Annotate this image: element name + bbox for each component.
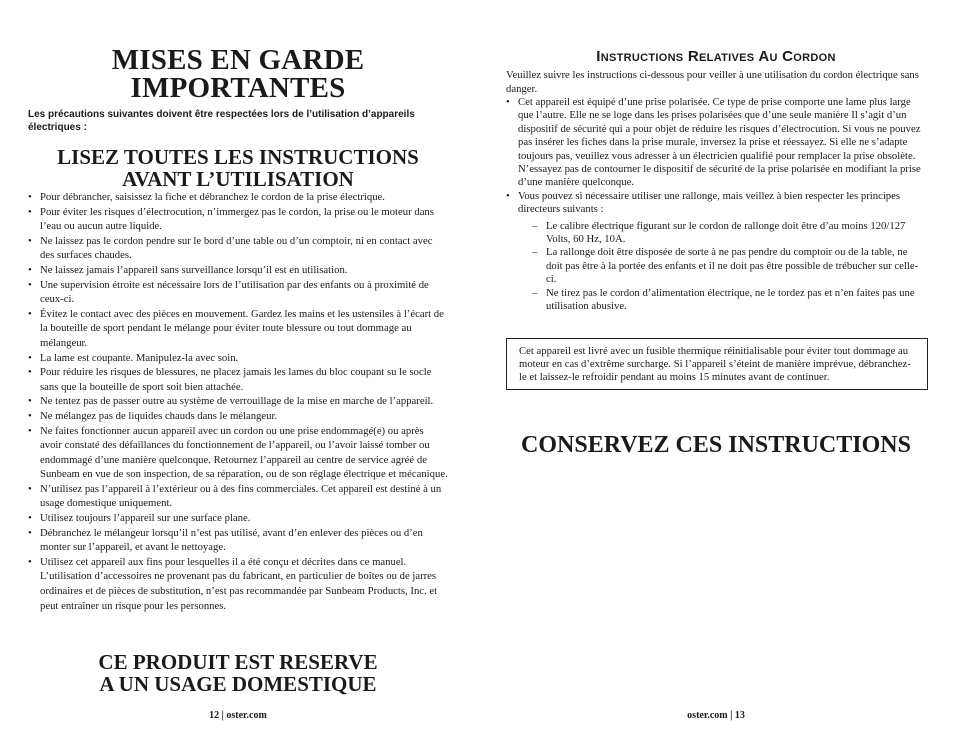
bullet-icon: • (28, 351, 32, 364)
read-heading-line-1: LISEZ TOUTES LES INSTRUCTIONS (57, 145, 419, 169)
extension-item (518, 246, 926, 286)
bullet-icon: • (28, 234, 32, 247)
bullet-icon: • (28, 307, 32, 320)
cord-intro: Veuillez suivre les instructions ci-dessous pour veiller à une utilisation du cordon électrique sans danger. (506, 69, 919, 95)
safety-item (28, 511, 448, 526)
safety-item (28, 526, 448, 555)
cord-item-text: Vous pouvez si nécessaire utiliser une rallonge, mais veillez à bien respecter les principes directeurs suivants : (518, 189, 901, 216)
bullet-icon: • (28, 366, 32, 379)
bullet-icon: • (28, 526, 32, 539)
dash-icon: – (532, 219, 538, 232)
dash-icon: – (532, 246, 538, 259)
safety-item-text: La lame est coupante. Manipulez-la avec soin. (40, 351, 239, 364)
extension-item-text: Le calibre électrique figurant sur le cordon de rallonge doit être d’au moins 120/127 Volts, 60 Hz, 10A. (546, 219, 906, 246)
safety-item-text: Ne faites fonctionner aucun appareil avec un cordon ou une prise endommagé(e) ou après avoir constaté des défaillances du fonctionnement de l’appareil, ou l’avoir laissé tomber ou endommagé d’une manière quelconque. Retournez l’appareil au centre de service agréé de Sunbeam en vue de son inspection, de sa réparation, ou de son réglage électrique et mécanique. (40, 424, 448, 481)
cord-item (506, 190, 926, 314)
extension-item-text: La rallonge doit être disposée de sorte à ne pas pendre du comptoir ou de la table, ne doit pas être à la portée des enfants et il ne doit pas être possible de trébucher sur celle-ci. (546, 246, 919, 286)
read-heading-line-2: AVANT L’UTILISATION (122, 167, 354, 191)
safety-item (28, 307, 448, 351)
safety-item (28, 351, 448, 366)
safety-item-text: Pour débrancher, saisissez la fiche et débranchez le cordon de la prise électrique. (40, 191, 385, 203)
bullet-icon: • (506, 189, 510, 202)
household-line-2: A UN USAGE DOMESTIQUE (99, 672, 377, 696)
read-instructions-heading (28, 146, 448, 190)
cord-item (506, 96, 926, 190)
keep-instructions-heading: CONSERVEZ CES INSTRUCTIONS (521, 432, 911, 458)
safety-item (28, 424, 448, 482)
safety-item (28, 394, 448, 409)
bullet-icon: • (28, 424, 32, 437)
bullet-icon: • (28, 555, 32, 568)
safety-item (28, 555, 448, 613)
safety-item (28, 278, 448, 307)
extension-guidelines (518, 220, 926, 314)
title-line-1: MISES EN GARDE (111, 44, 365, 76)
bullet-icon: • (28, 263, 32, 276)
safety-item-text: Ne tentez pas de passer outre au système de verrouillage de la mise en marche de l’appareil. (40, 395, 434, 408)
safety-item (28, 482, 448, 511)
safety-item-text: Évitez le contact avec des pièces en mouvement. Gardez les mains et les ustensiles à l’écart de la bouteille de sport pendant le mélange pour éviter toute blessure ou tout dommage au mélangeur. (40, 307, 444, 349)
extension-item (518, 220, 926, 247)
bullet-icon: • (28, 482, 32, 495)
safety-item-text: Débranchez le mélangeur lorsqu’il n’est pas utilisé, avant d’en enlever des pièces ou d’en monter sur l’appareil, et avant le nettoyage. (40, 526, 423, 554)
safety-item-text: Pour réduire les risques de blessures, ne placez jamais les lames du bloc coupant su le socle sans que la bouteille de sport soit bien attachée. (40, 366, 432, 393)
safety-item-text: Ne mélangez pas de liquides chauds dans le mélangeur. (40, 409, 278, 422)
safety-item-text: Une supervision étroite est nécessaire lors de l’utilisation par des enfants ou à proximité de ceux-ci. (40, 278, 429, 306)
safety-item (28, 263, 448, 278)
extension-item-text: Ne tirez pas le cordon d’alimentation électrique, ne le tordez pas et n’en faites pas une utilisation abusive. (546, 286, 915, 313)
title-line-2: IMPORTANTES (130, 72, 346, 104)
page-footer-right: oster.com | 13 (687, 710, 745, 721)
page-title (28, 46, 448, 102)
household-line-1: CE PRODUIT EST RESERVE (98, 650, 378, 674)
bullet-icon: • (28, 409, 32, 422)
dash-icon: – (532, 286, 538, 299)
safety-item-text: Utilisez toujours l’appareil sur une surface plane. (40, 512, 251, 525)
bullet-icon: • (28, 278, 32, 291)
cord-list (506, 96, 926, 314)
bullet-icon: • (506, 96, 510, 108)
safety-item-text: Ne laissez pas le cordon pendre sur le bord d’une table ou d’un comptoir, ni en contact avec des surfaces chaudes. (40, 234, 433, 262)
bullet-icon: • (28, 191, 32, 203)
thermal-fuse-note: Cet appareil est livré avec un fusible thermique réinitialisable pour éviter tout dommage au moteur en cas d’extrême surcharge. Si l’appareil s’éteint de manière imprévue, débranchez-le et laissez-le refroidir pendant au moins 15 minutes avant de continuer. (506, 338, 928, 390)
bullet-icon: • (28, 395, 32, 408)
cord-item-text: Cet appareil est équipé d’une prise polarisée. Ce type de prise comporte une lame plus large que l’autre. Elle ne se loge dans les prises polarisées que d’une seule manière Il s’agit d’un dispositif de sécurité qui a pour objet de réduire les risques d’électrocution. Si vous ne pouvez pas insérer les fiches dans la prise murale, inversez la prise et réessayez. Si elle ne s’adapte toujours pas, veuillez vous adresser à un électricien qualifié pour remplacer la prise obsolète. N’essayez pas de contourner le dispositif de sécurité de la prise polarisée en modifiant la prise d’une manière quelconque. (518, 96, 921, 189)
page-footer-left: 12 | oster.com (209, 710, 267, 721)
safety-item-text: N’utilisez pas l’appareil à l’extérieur ou à des fins commerciales. Cet appareil est destiné à un usage domestique uniquement. (40, 482, 442, 510)
right-page (506, 0, 926, 744)
safety-intro: Les précautions suivantes doivent être respectées lors de l’utilisation d’appareils électriques : (28, 109, 415, 133)
safety-item (28, 190, 448, 205)
safety-item (28, 205, 448, 234)
safety-item-text: Pour éviter les risques d’électrocution, n’immergez pas le cordon, la prise ou le moteur dans l’eau ou aucun autre liquide. (40, 205, 434, 233)
left-page (28, 0, 448, 744)
safety-item (28, 365, 448, 394)
bullet-icon: • (28, 205, 32, 218)
bullet-icon: • (28, 512, 32, 525)
safety-list (28, 190, 448, 613)
extension-item (518, 287, 926, 314)
safety-item (28, 409, 448, 424)
cord-instructions-title: Instructions Relatives Au Cordon (596, 48, 836, 65)
safety-item-text: Ne laissez jamais l’appareil sans surveillance lorsqu’il est en utilisation. (40, 263, 348, 276)
household-use-heading (28, 651, 448, 695)
safety-item (28, 234, 448, 263)
safety-item-text: Utilisez cet appareil aux fins pour lesquelles il a été conçu et décrites dans ce manuel. L’utilisation d’accessoires ne provenant pas du fabricant, en particulier de boîtes ou de jarres ordinaires et de pièces de substitution, n’est pas recommandée par Sunbeam Products, Inc. et peut entraîner un risque pour les personnes. (40, 555, 438, 612)
